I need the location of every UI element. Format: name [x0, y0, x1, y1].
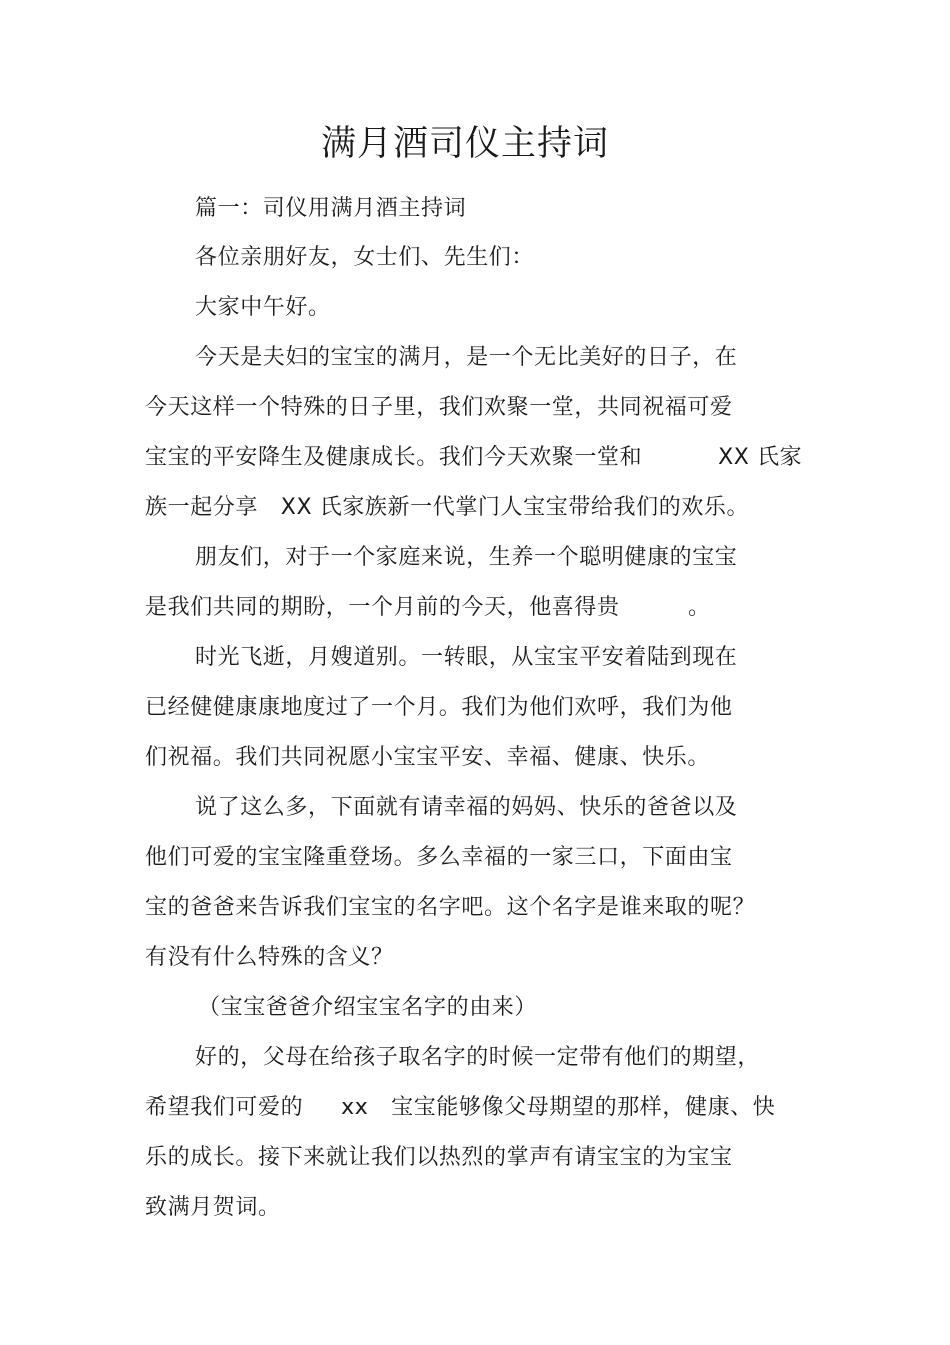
salutation-line: 各位亲朋好友，女士们、先生们： [195, 245, 535, 270]
stage-direction: （宝宝爸爸介绍宝宝名字的由来） [198, 995, 538, 1020]
paragraph-line: 族一起分享 XX 氏家族新一代掌门人宝宝带给我们的欢乐。 [145, 495, 750, 520]
document-title: 满月酒司仪主持词 [320, 124, 609, 164]
paragraph-line: 乐的成长。接下来就让我们以热烈的掌声有请宝宝的为宝宝 [145, 1145, 733, 1170]
paragraph-line: 是我们共同的期盼，一个月前的今天，他喜得贵 。 [145, 595, 711, 620]
paragraph-line: 今天是夫妇的宝宝的满月，是一个无比美好的日子，在 [195, 345, 738, 370]
greeting-line: 大家中午好。 [195, 295, 331, 320]
paragraph-line: 宝宝的平安降生及健康成长。我们今天欢聚一堂和 XX 氏家 [145, 445, 803, 470]
paragraph-line: 希望我们可爱的 xx 宝宝能够像父母期望的那样，健康、快 [145, 1095, 776, 1120]
paragraph-line: 时光飞逝，月嫂道别。一转眼，从宝宝平安着陆到现在 [195, 645, 738, 670]
paragraph-line: 致满月贺词。 [145, 1195, 281, 1220]
paragraph-line: 已经健健康康地度过了一个月。我们为他们欢呼，我们为他 [145, 695, 733, 720]
paragraph-line: 们祝福。我们共同祝愿小宝宝平安、幸福、健康、快乐。 [145, 745, 711, 770]
paragraph-line: 宝的爸爸来告诉我们宝宝的名字吧。这个名字是谁来取的呢？ [145, 895, 756, 920]
paragraph-line: 朋友们，对于一个家庭来说，生养一个聪明健康的宝宝 [195, 545, 738, 570]
paragraph-line: 有没有什么特殊的含义？ [145, 945, 394, 970]
paragraph-line: 他们可爱的宝宝隆重登场。多么幸福的一家三口，下面由宝 [145, 845, 733, 870]
paragraph-line: 今天这样一个特殊的日子里，我们欢聚一堂，共同祝福可爱 [145, 395, 733, 420]
section-heading: 篇一：司仪用满月酒主持词 [195, 196, 467, 221]
paragraph-line: 好的，父母在给孩子取名字的时候一定带有他们的期望， [195, 1045, 761, 1070]
paragraph-line: 说了这么多，下面就有请幸福的妈妈、快乐的爸爸以及 [195, 795, 738, 820]
